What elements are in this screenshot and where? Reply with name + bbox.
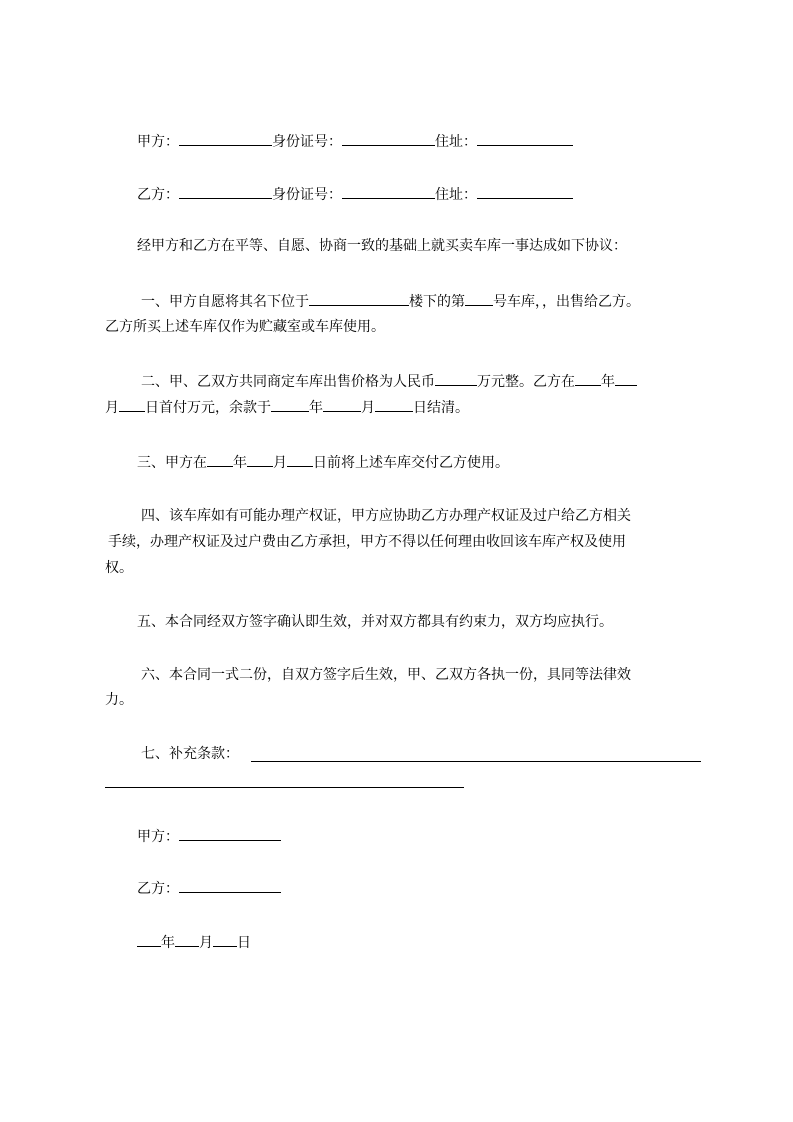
clause-2-text-d: 日首付万元，余款于 — [145, 400, 271, 416]
party-b-address-blank[interactable] — [477, 184, 573, 199]
signature-party-b — [137, 878, 281, 899]
clause-2-pay-day-blank[interactable] — [119, 397, 145, 412]
supplementary-terms-blank-1[interactable] — [251, 761, 701, 762]
clause-1-number-blank[interactable] — [465, 291, 493, 306]
clause-2-line-2 — [105, 397, 469, 418]
clause-4-line-3: 权。 — [105, 560, 133, 576]
clause-2-text-b: 万元整。乙方在 — [477, 374, 575, 390]
signature-day-label: 日 — [237, 935, 251, 951]
signature-day-blank[interactable] — [213, 932, 237, 947]
clause-3-text-a: 三、甲方在 — [137, 455, 207, 471]
clause-5-line: 五、本合同经双方签字确认即生效，并对双方都具有约束力，双方均应执行。 — [137, 614, 613, 630]
clause-1-line-1 — [141, 291, 640, 312]
party-b-id-label: 身份证号： — [272, 187, 342, 203]
clause-2-balance-month-blank[interactable] — [323, 397, 361, 412]
clause-2-pay-year-blank[interactable] — [575, 371, 601, 386]
party-a-address-blank[interactable] — [477, 131, 573, 146]
clause-3-month-label: 月 — [273, 455, 287, 471]
signature-date — [137, 932, 251, 953]
clause-3-year-label: 年 — [233, 455, 247, 471]
party-a-name-blank[interactable] — [179, 131, 272, 146]
clause-6-line-1: 六、本合同一式二份，自双方签字后生效，甲、乙双方各执一份，具同等法律效 — [141, 667, 631, 683]
clause-2-line-1 — [141, 371, 637, 392]
intro-paragraph: 经甲方和乙方在平等、自愿、协商一致的基础上就买卖车库一事达成如下协议： — [137, 238, 627, 254]
clause-2-text-a: 二、甲、乙双方共同商定车库出售价格为人民币 — [141, 374, 435, 390]
supplementary-terms-blank-2[interactable] — [105, 787, 464, 788]
signature-party-b-blank[interactable] — [179, 878, 281, 893]
clause-3-month-blank[interactable] — [247, 452, 273, 467]
party-b-label: 乙方： — [137, 187, 179, 203]
clause-2-month-label-2: 月 — [361, 400, 375, 416]
party-a-address-label: 住址： — [435, 134, 477, 150]
signature-year-blank[interactable] — [137, 932, 161, 947]
party-a-id-label: 身份证号： — [272, 134, 342, 150]
clause-7-label: 七、补充条款： — [141, 746, 239, 762]
clause-2-year-label: 年 — [309, 400, 323, 416]
clause-2-balance-year-blank[interactable] — [271, 397, 309, 412]
clause-4-line-2: 手续，办理产权证及过户费由乙方承担，甲方不得以任何理由收回该车库产权及使用 — [108, 534, 626, 550]
clause-2-text-c: 年 — [601, 374, 615, 390]
clause-4-line-1: 四、该车库如有可能办理产权证，甲方应协助乙方办理产权证及过户给乙方相关 — [141, 508, 631, 524]
clause-2-pay-month-blank-a[interactable] — [615, 371, 637, 386]
party-b-info-line — [137, 184, 573, 205]
party-b-address-label: 住址： — [435, 187, 477, 203]
signature-month-blank[interactable] — [175, 932, 199, 947]
clause-1-text-a: 一、甲方自愿将其名下位于 — [141, 294, 309, 310]
clause-6-line-2: 力。 — [105, 692, 133, 708]
clause-2-balance-day-blank[interactable] — [375, 397, 413, 412]
signature-party-a-label: 甲方： — [137, 829, 179, 845]
signature-party-a-blank[interactable] — [179, 826, 281, 841]
clause-3-year-blank[interactable] — [207, 452, 233, 467]
party-a-id-blank[interactable] — [342, 131, 435, 146]
clause-2-price-blank[interactable] — [435, 371, 477, 386]
clause-3-day-blank[interactable] — [287, 452, 313, 467]
clause-3-line — [137, 452, 509, 473]
clause-7-line — [141, 744, 239, 764]
signature-party-b-label: 乙方： — [137, 881, 179, 897]
signature-party-a — [137, 826, 281, 847]
clause-1-line-2: 乙方所买上述车库仅作为贮藏室或车库使用。 — [105, 319, 385, 335]
clause-1-location-blank[interactable] — [309, 291, 409, 306]
party-b-name-blank[interactable] — [179, 184, 272, 199]
party-a-info-line — [137, 131, 573, 152]
clause-3-text-b: 日前将上述车库交付乙方使用。 — [313, 455, 509, 471]
party-b-id-blank[interactable] — [342, 184, 435, 199]
clause-2-text-e: 日结清。 — [413, 400, 469, 416]
clause-1-text-b: 楼下的第 — [409, 294, 465, 310]
clause-1-text-c: 号车库，，出售给乙方。 — [493, 294, 640, 310]
clause-2-month-label: 月 — [105, 400, 119, 416]
signature-year-label: 年 — [161, 935, 175, 951]
party-a-label: 甲方： — [137, 134, 179, 150]
signature-month-label: 月 — [199, 935, 213, 951]
